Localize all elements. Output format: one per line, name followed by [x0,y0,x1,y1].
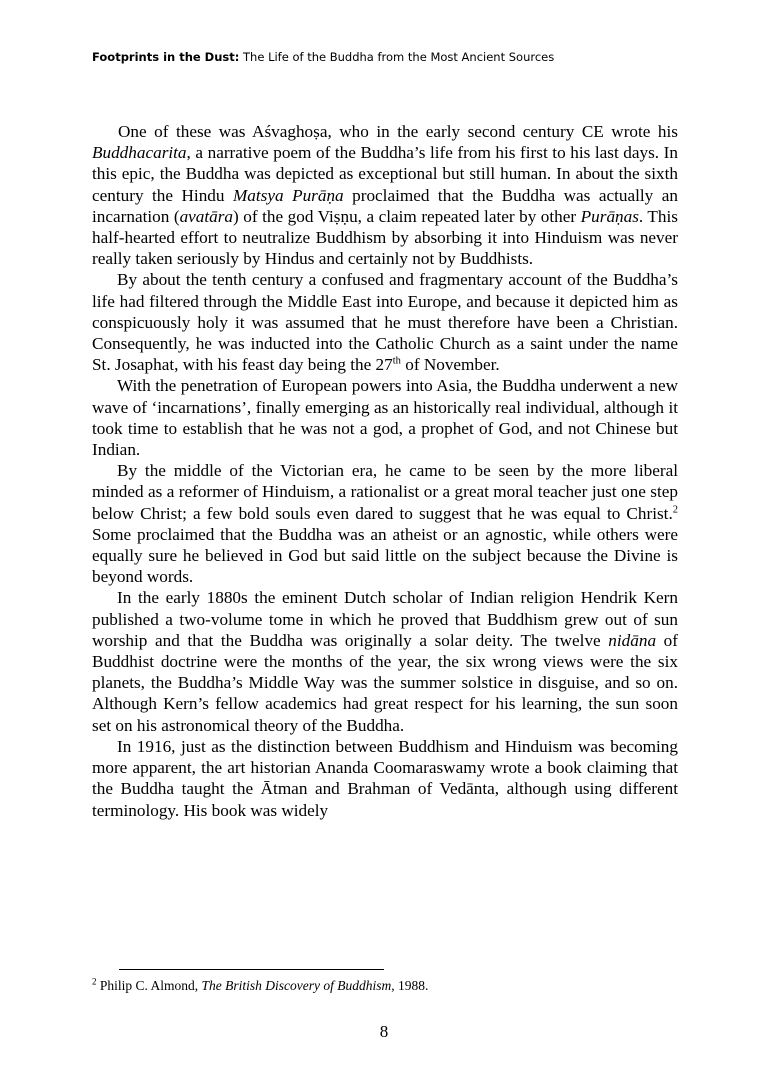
book-title: Footprints in the Dust: [92,50,240,64]
footnote-divider [119,969,384,970]
italic-text: Buddhacarita [92,143,187,163]
text-run: With the penetration of European powers into Asia, the Buddha underwent a new wave of ‘incarnations’, finally emerging as an historically real individual, although it took time to establish that he was not a god, a prophet of God, and not Chinese but Indian. [92,376,678,460]
text-run: Some proclaimed that the Buddha was an atheist or an agnostic, while others were equally sure he believed in God but said little on the subject because the Divine is beyond words. [92,524,678,587]
text-run: By about the tenth century a confused and fragmentary account of the Buddha’s life had filtered through the Middle East into Europe, and because it depicted him as conspicuously holy it was assumed that he must therefore have been a Christian. Consequently, he was inducted into the Catholic Church as a saint under the name St. Josaphat, with his feast day being the 27 [92,270,678,375]
paragraph [92,121,678,269]
text-run: In 1916, just as the distinction between Buddhism and Hinduism was becoming more apparent, the art historian Ananda Coomaraswamy wrote a book claiming that the Buddha taught the Ātman and Brahman of Vedānta, although using different terminology. His book was widely [92,736,678,820]
footnote-marker: 2 [92,976,97,987]
text-run: proclaimed that the Buddha was actually an incarnation ( [92,185,678,226]
paragraph [92,460,678,587]
book-subtitle: The Life of the Buddha from the Most Ancient Sources [239,50,555,64]
italic-text: avatāra [179,206,234,226]
body-text [92,121,678,821]
text-run: By the middle of the Victorian era, he came to be seen by the more liberal minded as a reformer of Hinduism, a rationalist or a great moral teacher just one step below Christ; a few bold souls even dared to suggest that he was equal to Christ. [92,461,678,523]
footnote-text-after: , 1988. [391,978,429,993]
text-run: . This half-hearted effort to neutralize Buddhism by absorbing it into Hinduism was never really taken seriously by Hindus and certainly not by Buddhists. [92,206,678,269]
paragraph [92,736,678,821]
italic-text: Matsya Purāṇa [232,185,344,205]
paragraph [92,375,678,460]
text-run: One of these was Aśvaghoṣa, who in the early second century CE wrote his [118,122,678,141]
running-header [92,50,692,64]
footnote-text-before: Philip C. Almond, [96,978,202,993]
footnote [92,977,678,994]
page-number: 8 [379,1022,389,1041]
superscript: 2 [672,503,678,515]
paragraph [92,269,678,375]
superscript: th [392,355,401,367]
paragraph [92,587,678,735]
text-run: of Buddhist doctrine were the months of the year, the six wrong views were the six planets, the Buddha’s Middle Way was the summer solstice in disguise, and so on. Although Kern’s fellow academics had great respect for his learning, the sun soon set on his astronomical theory of the Buddha. [92,630,678,735]
text-run: ) of the god Viṣṇu, a claim repeated later by other [233,206,581,226]
footnote-citation-title: The British Discovery of Buddhism [201,978,392,993]
italic-text: nidāna [608,630,657,650]
text-run: , a narrative poem of the Buddha’s life from his first to his last days. In this epic, the Buddha was depicted as exceptional but still human. In about the sixth century the Hindu [92,143,678,205]
italic-text: Purāṇas [580,206,639,226]
text-run: of November. [400,355,500,375]
text-run: In the early 1880s the eminent Dutch scholar of Indian religion Hendrik Kern published a two-volume tome in which he proved that Buddhism grew out of sun worship and that the Buddha was originally a solar deity. The twelve [92,588,678,650]
